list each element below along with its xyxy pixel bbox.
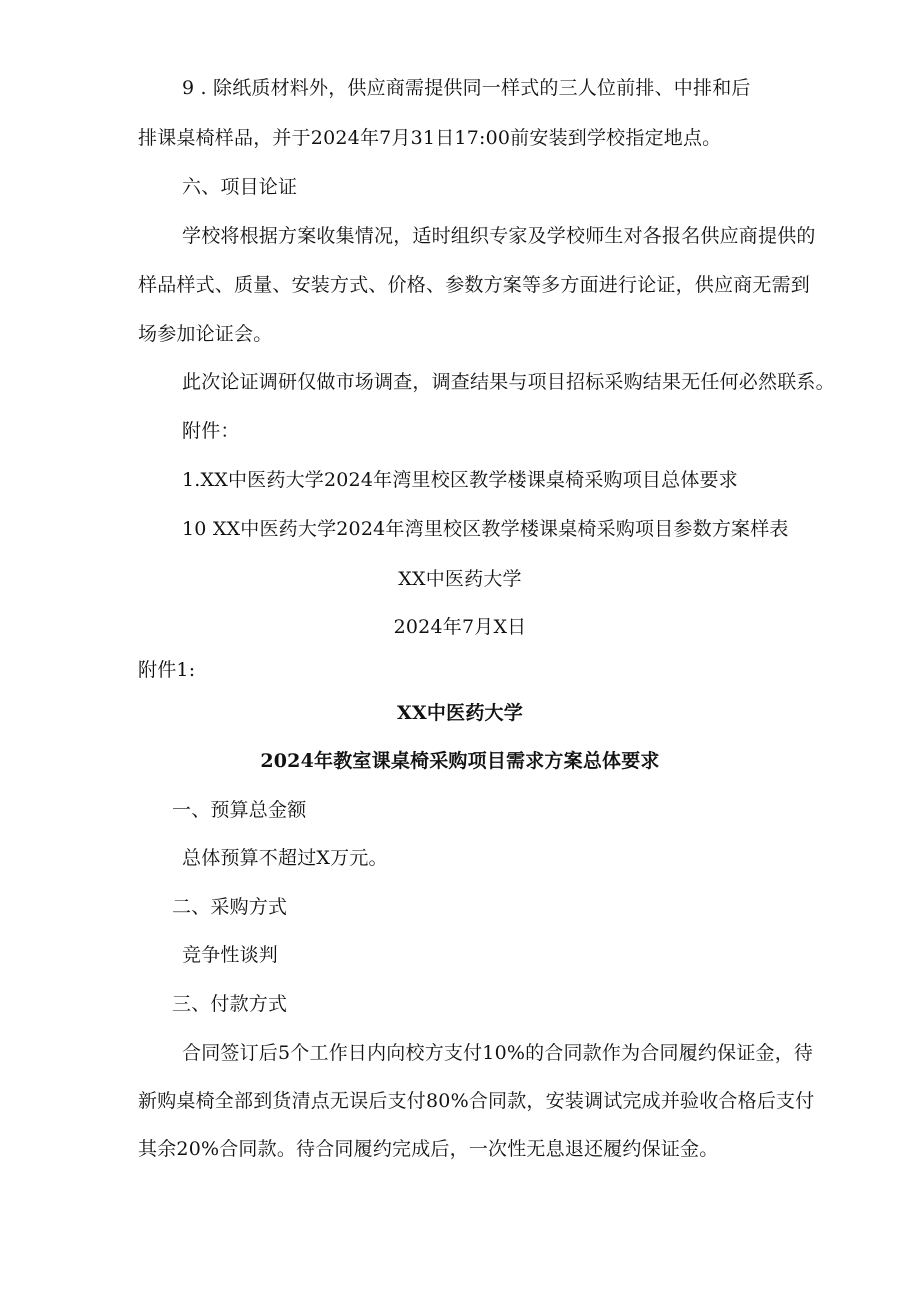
section6-para1-line3: 场参加论证会。 <box>138 323 273 345</box>
attachment-item-1: 1.XX中医药大学2024年湾里校区教学楼课桌椅采购项目总体要求 <box>182 469 738 491</box>
section6-heading: 六、项目论证 <box>182 176 298 198</box>
section1-heading: 一、预算总金额 <box>172 799 307 821</box>
section6-para1-line1: 学校将根据方案收集情况，适时组织专家及学校师生对各报名供应商提供的 <box>182 225 816 247</box>
section3-line2: 新购桌椅全部到货清点无误后支付80%合同款，安装调试完成并验收合格后支付 <box>138 1090 815 1112</box>
section1-text: 总体预算不超过X万元。 <box>182 847 388 869</box>
appendix1-title-org: XX中医药大学 <box>397 702 523 724</box>
section2-heading: 二、采购方式 <box>172 896 288 918</box>
attachments-label: 附件： <box>182 420 240 442</box>
section6-para2: 此次论证调研仅做市场调查，调查结果与项目招标采购结果无任何必然联系。 <box>182 371 835 393</box>
section2-text: 竞争性谈判 <box>182 944 279 966</box>
attachment-item-2: 10 XX中医药大学2024年湾里校区教学楼课桌椅采购项目参数方案样表 <box>182 518 789 540</box>
section3-line3: 其余20%合同款。待合同履约完成后，一次性无息退还履约保证金。 <box>138 1138 719 1160</box>
appendix1-title-main: 2024年教室课桌椅采购项目需求方案总体要求 <box>260 750 660 772</box>
signature-org: XX中医药大学 <box>398 568 522 590</box>
section3-line1: 合同签订后5个工作日内向校方支付10%的合同款作为合同履约保证金，待 <box>182 1042 814 1064</box>
section6-para1-line2: 样品样式、质量、安装方式、价格、参数方案等多方面进行论证，供应商无需到 <box>138 274 811 296</box>
item9-line1: 9 . 除纸质材料外，供应商需提供同一样式的三人位前排、中排和后 <box>182 77 751 99</box>
section3-heading: 三、付款方式 <box>172 993 288 1015</box>
appendix1-label: 附件1: <box>138 659 196 681</box>
item9-line2: 排课桌椅样品，并于2024年7月31日17:00前安装到学校指定地点。 <box>138 127 722 149</box>
signature-date: 2024年7月X日 <box>393 616 527 638</box>
